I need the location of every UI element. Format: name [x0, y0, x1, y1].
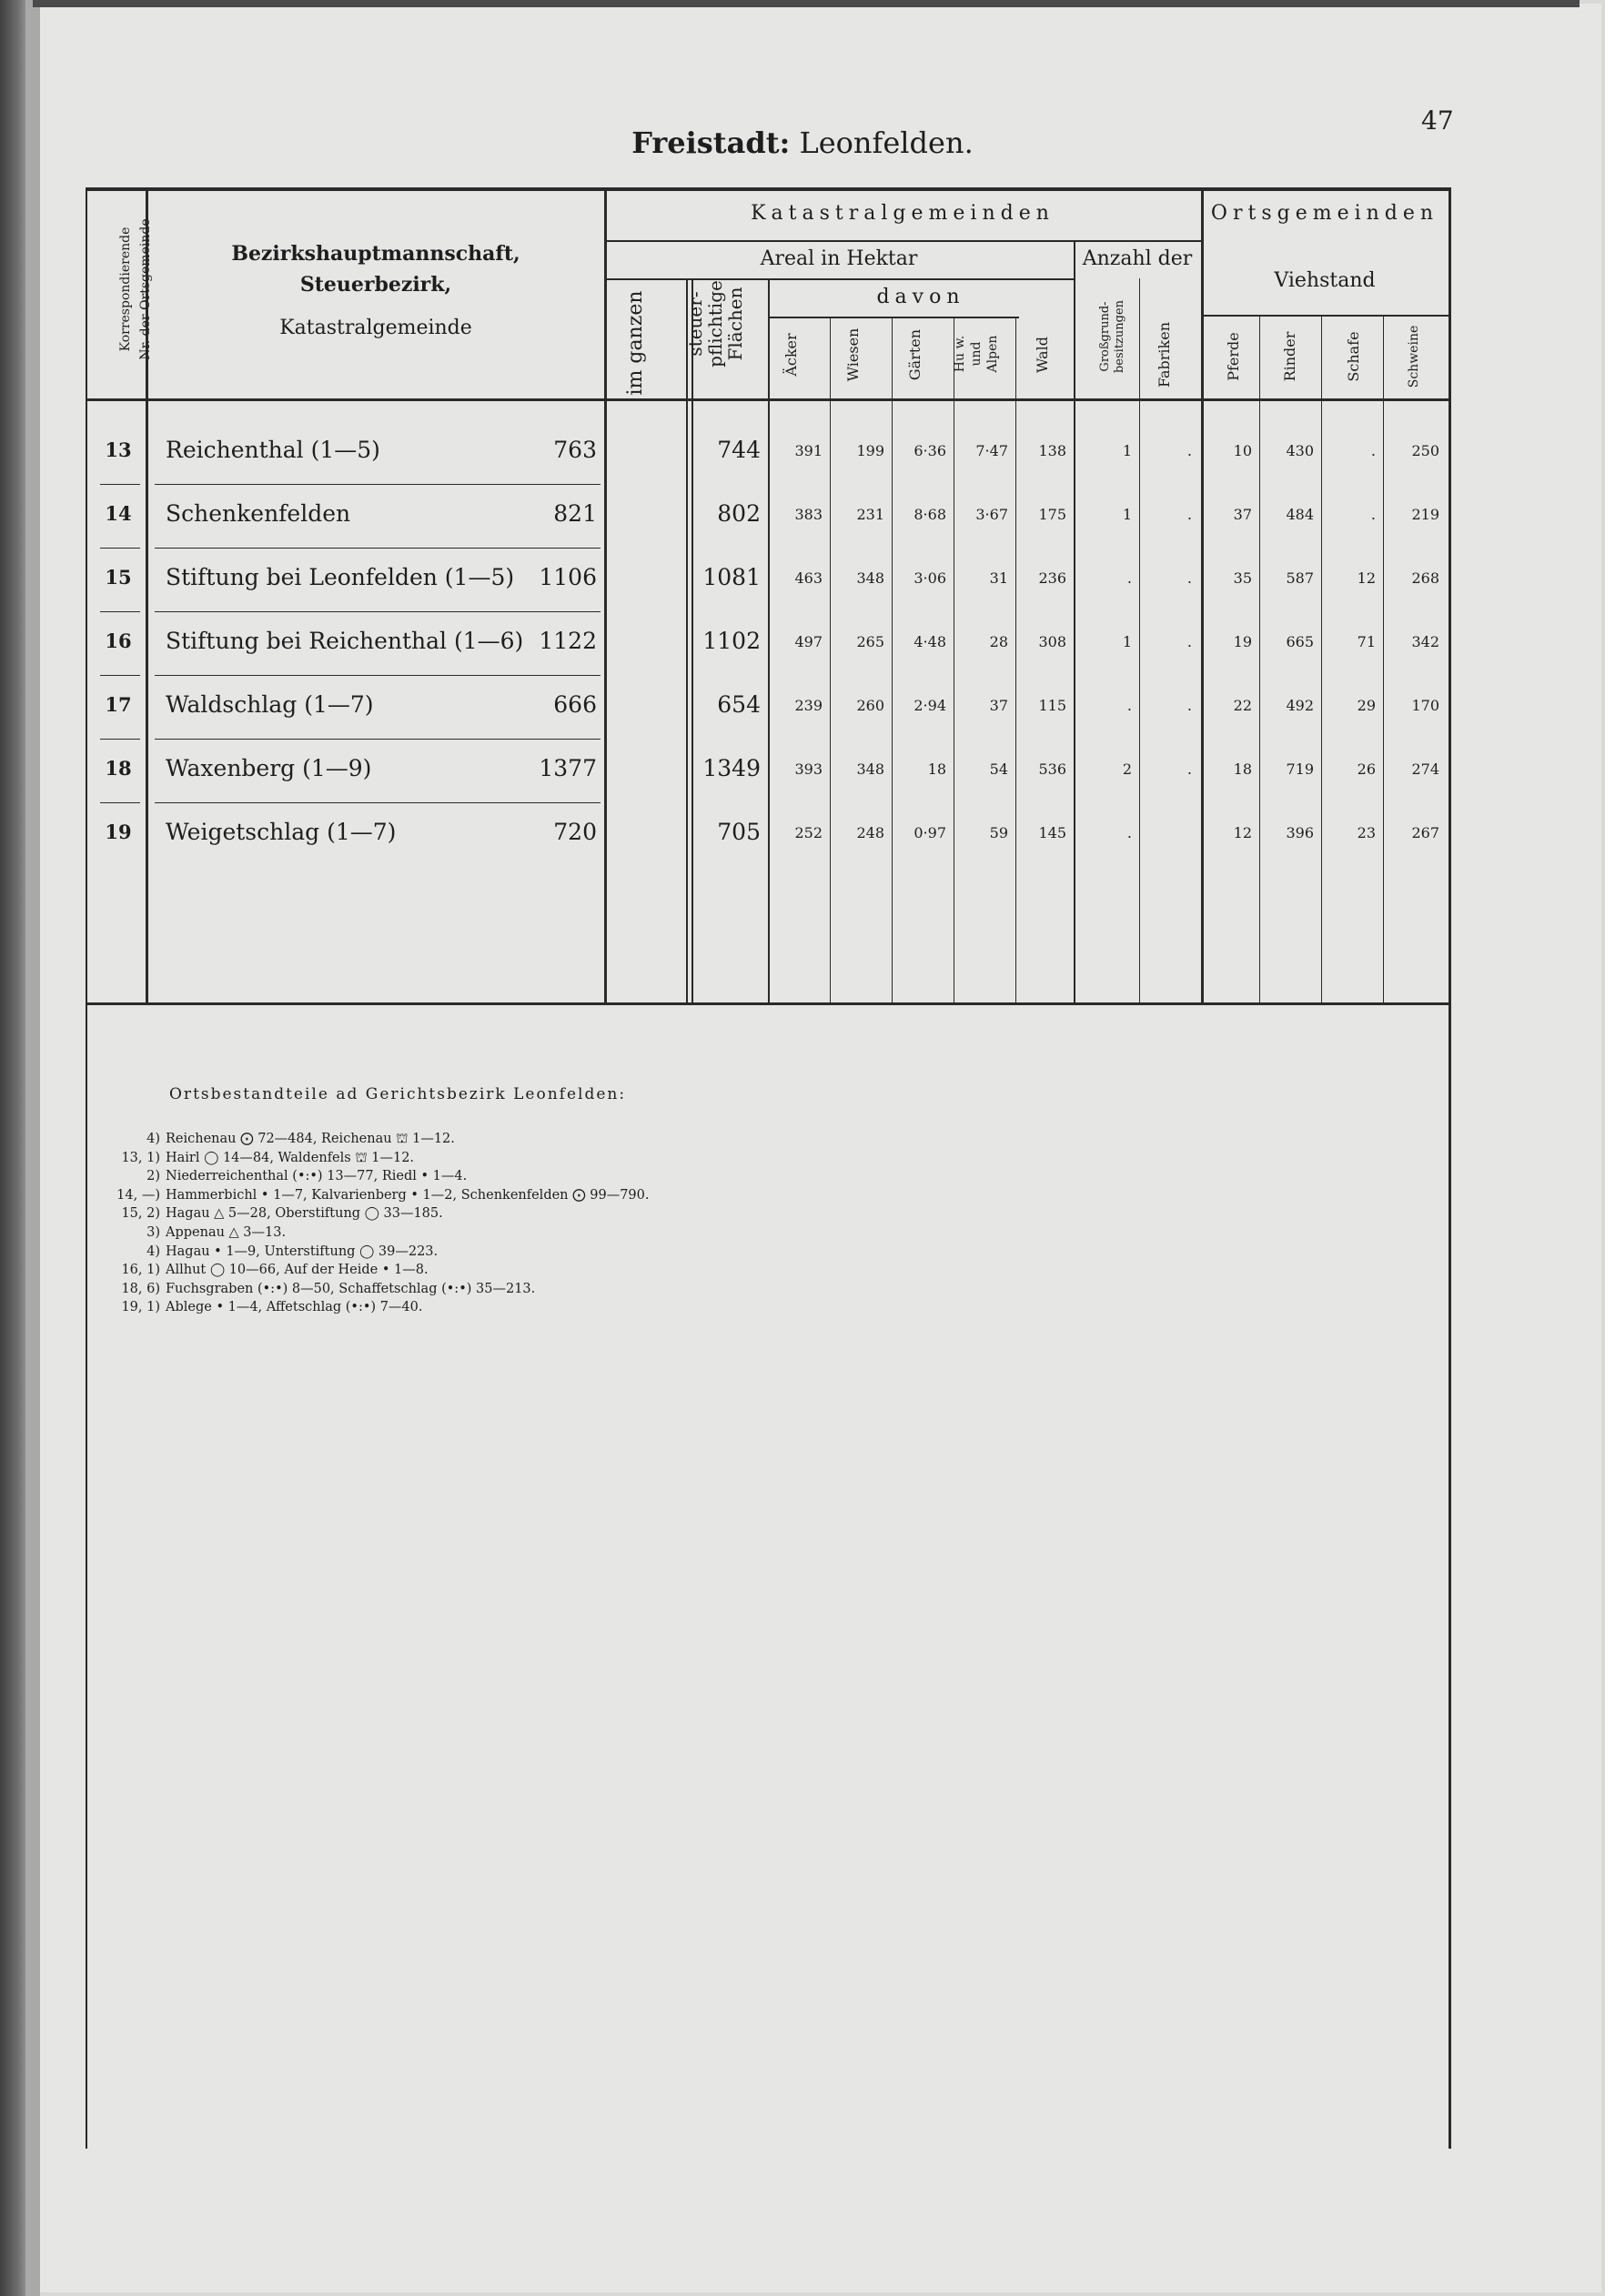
cell-aecker: 463	[794, 569, 823, 587]
cell-gaerten: 4·48	[914, 633, 946, 650]
footnote-key: 4)	[146, 1132, 160, 1146]
cell-gaerten: 2·94	[914, 697, 946, 714]
footnote-line	[87, 1132, 455, 1148]
page-title: Freistadt: Leonfelden.	[631, 126, 974, 160]
row-separator	[100, 675, 140, 676]
footnote-text: Appenau △ 3—13.	[166, 1225, 287, 1240]
cell-wald: 175	[1038, 506, 1066, 523]
row-separator	[100, 802, 140, 803]
cell-rinder: 430	[1286, 442, 1314, 459]
header-korr-line1: Korrespondierende	[118, 227, 133, 352]
cell-rinder: 492	[1286, 697, 1314, 714]
footnote-line	[87, 1206, 443, 1221]
footnote-line	[87, 1151, 414, 1167]
header-grossgrund-line2: besitzungen	[1113, 299, 1126, 374]
cell-pferde: 19	[1233, 633, 1252, 650]
cell-wald: 308	[1038, 633, 1066, 650]
katastralgemeinde-name: Stiftung bei Reichenthal (1—6)	[166, 628, 524, 654]
grid-line	[604, 187, 607, 1002]
cell-fabr: .	[1186, 569, 1192, 587]
cell-gross: 2	[1122, 760, 1132, 778]
row-separator	[155, 484, 601, 485]
cell-fabr: .	[1186, 697, 1192, 714]
cell-wald: 115	[1038, 697, 1066, 714]
cell-fabr: .	[1186, 760, 1192, 778]
cell-fabr: .	[1186, 442, 1192, 459]
cell-steuer: 1349	[702, 755, 761, 781]
row-separator	[155, 548, 601, 549]
grid-line	[1383, 315, 1384, 1002]
cell-schafe: .	[1370, 442, 1376, 459]
header-im-ganzen: im ganzen	[624, 290, 647, 396]
header-wiesen: Wiesen	[844, 327, 862, 382]
cell-schafe: 71	[1357, 633, 1376, 650]
grid-line	[1203, 315, 1449, 317]
header-gaerten: Gärten	[906, 328, 924, 381]
cell-hutw: 28	[989, 633, 1008, 650]
cell-hutw: 7·47	[975, 442, 1008, 459]
row-separator	[155, 675, 601, 676]
cell-hutw: 31	[989, 569, 1008, 587]
cell-ganz: 720	[553, 819, 597, 845]
row-separator	[100, 548, 140, 549]
row-separator	[100, 739, 140, 740]
header-pferde: Pferde	[1225, 332, 1242, 381]
header-steuer-line1: steuer-	[684, 291, 706, 357]
grid-line	[1015, 317, 1016, 1002]
cell-aecker: 497	[794, 633, 823, 650]
cell-gross: 1	[1122, 633, 1132, 650]
grid-line	[1321, 315, 1322, 1002]
table-bottom-rule	[86, 1002, 1450, 1005]
header-hutw-line3: Alpen	[985, 335, 1000, 373]
cell-wiesen: 265	[856, 633, 884, 650]
cell-aecker: 252	[794, 824, 823, 841]
cell-ganz: 666	[553, 691, 597, 718]
cell-steuer: 705	[717, 819, 761, 845]
cell-aecker: 383	[794, 506, 823, 523]
cell-wiesen: 348	[856, 760, 884, 778]
footnote-line	[87, 1188, 649, 1203]
footnote-text: Hammerbichl • 1—7, Kalvarienberg • 1—2, Schenkenfelden ⨀ 99—790.	[166, 1187, 650, 1203]
cell-gaerten: 3·06	[914, 569, 946, 587]
katastralgemeinde-name: Schenkenfelden	[166, 500, 351, 527]
cell-rinder: 484	[1286, 506, 1314, 523]
cell-gaerten: 18	[927, 760, 946, 778]
cell-gross: .	[1126, 697, 1132, 714]
cell-schafe: 23	[1357, 824, 1376, 841]
cell-aecker: 239	[794, 697, 823, 714]
footnote-key: 15, 2)	[121, 1206, 160, 1222]
cell-gross: .	[1126, 824, 1132, 841]
cell-hutw: 54	[989, 760, 1008, 778]
row-separator	[155, 611, 601, 612]
header-viehstand: Viehstand	[1274, 269, 1376, 292]
footnote-text: Hagau △ 5—28, Oberstiftung ◯ 33—185.	[166, 1206, 443, 1222]
header-name-line2: Steuerbezirk,	[299, 273, 452, 297]
footnote-key: 3)	[146, 1225, 160, 1240]
cell-aecker: 393	[794, 760, 823, 778]
cell-wiesen: 231	[856, 506, 884, 523]
footnote-line	[87, 1300, 422, 1314]
header-fabriken: Fabriken	[1156, 321, 1173, 388]
header-schafe: Schafe	[1345, 331, 1362, 382]
row-separator	[155, 802, 601, 803]
header-areal: Areal in Hektar	[760, 247, 918, 270]
row-number: 13	[105, 438, 132, 461]
grid-line	[892, 317, 893, 1002]
footnote-line	[87, 1225, 286, 1240]
footnote-text: Ablege • 1—4, Affetschlag (•:•) 7—40.	[166, 1300, 423, 1315]
header-hutw-line2: und	[969, 341, 984, 367]
cell-pferde: 35	[1233, 569, 1252, 587]
cell-steuer: 1102	[702, 628, 761, 654]
cell-wiesen: 260	[856, 697, 884, 714]
cell-ganz: 1122	[539, 628, 597, 654]
cell-schafe: 12	[1357, 569, 1376, 587]
table-top-rule	[86, 187, 1450, 191]
row-number: 19	[105, 821, 132, 843]
cell-gaerten: 6·36	[914, 442, 946, 459]
cell-gross: 1	[1122, 506, 1132, 523]
katastralgemeinde-name: Stiftung bei Leonfelden (1—5)	[166, 564, 515, 590]
cell-fabr: .	[1186, 506, 1192, 523]
cell-gaerten: 8·68	[914, 506, 946, 523]
cell-ganz: 763	[553, 437, 597, 463]
footnote-line	[87, 1263, 429, 1277]
footnote-key: 18, 6)	[121, 1281, 160, 1296]
cell-schweine: 274	[1411, 760, 1439, 778]
cell-schweine: 267	[1411, 824, 1439, 841]
cell-schweine: 219	[1411, 506, 1439, 523]
cell-pferde: 18	[1233, 760, 1252, 778]
footnote-text: Allhut ◯ 10—66, Auf der Heide • 1—8.	[166, 1263, 429, 1278]
footnote-title: Ortsbestandteile ad Gerichtsbezirk Leonfelden:	[169, 1085, 627, 1103]
cell-pferde: 37	[1233, 506, 1252, 523]
grid-line	[604, 240, 1201, 242]
scan-edge-left	[0, 0, 25, 2296]
footnote-text: Hagau • 1—9, Unterstiftung ◯ 39—223.	[166, 1244, 439, 1259]
row-separator	[100, 484, 140, 485]
footnote-key: 2)	[146, 1169, 160, 1184]
header-katastralgemeinden: Katastralgemeinden	[751, 202, 1055, 225]
footnote-text: Hairl ◯ 14—84, Waldenfels ⛫ 1—12.	[166, 1150, 415, 1165]
row-number: 18	[105, 757, 132, 780]
cell-hutw: 3·67	[975, 506, 1008, 523]
cell-hutw: 37	[989, 697, 1008, 714]
footnote-text: Niederreichenthal (•:•) 13—77, Riedl • 1—4.	[166, 1169, 468, 1184]
cell-ganz: 821	[553, 500, 597, 527]
footnote-key: 16, 1)	[121, 1263, 160, 1278]
footnote-text: Fuchsgraben (•:•) 8—50, Schaffetschlag (•:•) 35—213.	[166, 1281, 536, 1296]
cell-wiesen: 199	[856, 442, 884, 459]
cell-wald: 236	[1038, 569, 1066, 587]
left-border	[86, 187, 87, 2149]
header-rinder: Rinder	[1281, 331, 1298, 382]
cell-steuer: 1081	[702, 564, 761, 590]
katastralgemeinde-name: Waxenberg (1—9)	[166, 755, 372, 781]
cell-pferde: 10	[1233, 442, 1252, 459]
cell-ganz: 1106	[539, 564, 597, 590]
cell-wald: 145	[1038, 824, 1066, 841]
footnote-key: 13, 1)	[121, 1150, 160, 1165]
header-davon: davon	[876, 286, 965, 308]
cell-schafe: 26	[1357, 760, 1376, 778]
cell-wiesen: 348	[856, 569, 884, 587]
header-wald: Wald	[1034, 337, 1051, 373]
row-number: 14	[105, 502, 132, 525]
header-hutw-line1: Hu w.	[953, 335, 967, 373]
grid-line	[1201, 187, 1204, 1002]
footnote-key: 14, —)	[116, 1187, 160, 1203]
footnote-key: 19, 1)	[121, 1300, 160, 1315]
katastralgemeinde-name: Reichenthal (1—5)	[166, 437, 380, 463]
cell-aecker: 391	[794, 442, 823, 459]
row-separator	[100, 611, 140, 612]
scan-edge-top	[33, 0, 1580, 7]
row-separator	[155, 739, 601, 740]
cell-schweine: 342	[1411, 633, 1439, 650]
grid-line	[604, 278, 1074, 280]
cell-pferde: 12	[1233, 824, 1252, 841]
cell-gross: .	[1126, 569, 1132, 587]
scan-edge-shadow	[25, 0, 40, 2296]
cell-schweine: 268	[1411, 569, 1439, 587]
header-korr-line2: Nr. der Ortsgemeinde	[138, 218, 153, 360]
cell-rinder: 719	[1286, 760, 1314, 778]
footnote-line	[87, 1169, 467, 1183]
cell-wald: 536	[1038, 760, 1066, 778]
row-number: 16	[105, 629, 132, 652]
katastralgemeinde-name: Waldschlag (1—7)	[166, 691, 374, 718]
row-number: 15	[105, 566, 132, 589]
cell-schweine: 250	[1411, 442, 1439, 459]
footnote-text: Reichenau ⨀ 72—484, Reichenau ⛫ 1—12.	[166, 1132, 455, 1146]
footnote-line	[87, 1244, 438, 1259]
header-name-line3: Katastralgemeinde	[279, 317, 472, 339]
cell-steuer: 654	[717, 691, 761, 718]
grid-line	[1074, 240, 1075, 1002]
header-steuer-line3: Flächen	[724, 287, 746, 361]
cell-rinder: 396	[1286, 824, 1314, 841]
page-number: 47	[1421, 106, 1454, 136]
grid-line	[830, 317, 831, 1002]
page-sheet	[40, 4, 1601, 2292]
footnote-line	[87, 1282, 535, 1296]
header-name-line1: Bezirkshauptmannschaft,	[231, 242, 520, 266]
cell-schafe: 29	[1357, 697, 1376, 714]
cell-pferde: 22	[1233, 697, 1252, 714]
cell-rinder: 665	[1286, 633, 1314, 650]
cell-hutw: 59	[989, 824, 1008, 841]
header-schweine: Schweine	[1407, 325, 1421, 388]
cell-gross: 1	[1122, 442, 1132, 459]
cell-fabr: .	[1186, 633, 1192, 650]
grid-line	[1259, 315, 1260, 1002]
header-grossgrund-line1: Großgrund-	[1098, 301, 1112, 372]
cell-schweine: 170	[1411, 697, 1439, 714]
header-steuer-line2: pflichtige	[704, 280, 726, 368]
cell-wiesen: 248	[856, 824, 884, 841]
header-anzahl: Anzahl der	[1082, 247, 1193, 270]
cell-steuer: 802	[717, 500, 761, 527]
footnote-key: 4)	[146, 1244, 160, 1259]
header-aecker: Äcker	[782, 333, 800, 377]
right-border	[1449, 187, 1451, 2149]
header-ortsgemeinden: Ortsgemeinden	[1210, 202, 1439, 225]
cell-ganz: 1377	[539, 755, 597, 781]
cell-schafe: .	[1370, 506, 1376, 523]
cell-rinder: 587	[1286, 569, 1314, 587]
katastralgemeinde-name: Weigetschlag (1—7)	[166, 819, 397, 845]
cell-wald: 138	[1038, 442, 1066, 459]
cell-steuer: 744	[717, 437, 761, 463]
cell-gaerten: 0·97	[914, 824, 946, 841]
row-number: 17	[105, 693, 132, 716]
